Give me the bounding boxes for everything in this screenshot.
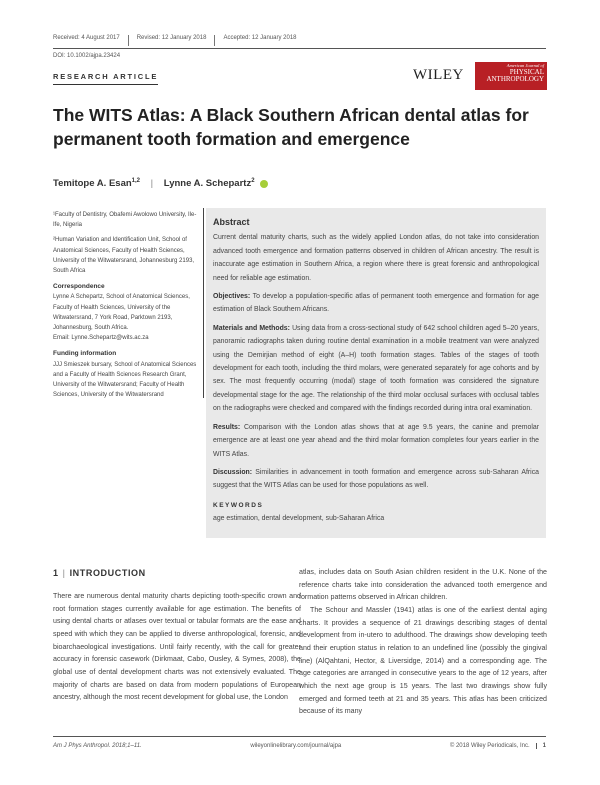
abstract-discussion — [213, 466, 539, 493]
abstract-box — [206, 208, 546, 538]
author-name: Temitope A. Esan — [53, 178, 132, 190]
abstract-methods — [213, 322, 539, 416]
section-number: 1 — [53, 568, 59, 578]
journal-logo-small: American Journal of — [506, 63, 544, 68]
correspondence-heading: Correspondence — [53, 283, 105, 291]
abstract-results — [213, 421, 539, 461]
section-text: Similarities in advancement in tooth formation and emergence across sub-Saharan Africa suggest that the WITS Atlas can be used for those populations as well. — [213, 468, 539, 490]
body-column-left — [53, 590, 301, 704]
section-label: Objectives: — [213, 293, 251, 301]
section-text: Comparison with the London atlas shows that at age 9.5 years, the canine and premolar emergence are at least one year ahead and the third molar formation completes four years earlier in the WITS Atlas. — [213, 423, 539, 458]
section-label: Discussion: — [213, 468, 253, 476]
page-number: 1 — [536, 743, 546, 749]
article-type: RESEARCH ARTICLE — [53, 72, 158, 85]
keywords-heading: KEYWORDS — [213, 501, 264, 509]
abstract-objectives — [213, 290, 539, 317]
section-text: To develop a population-specific atlas of permanent tooth emergence and formation for age estimation of Black Southern Africans. — [213, 293, 539, 314]
paper-title: The WITS Atlas: A Black Southern African dental atlas for permanent tooth formation and emergence — [53, 105, 529, 149]
keywords: age estimation, dental development, sub-Saharan Africa — [213, 515, 385, 523]
copyright: © 2018 Wiley Periodicals, Inc. — [449, 743, 530, 749]
received-date: Received: 4 August 2017 — [53, 35, 129, 46]
section-text: Using data from a cross-sectional study of 642 school children aged 5–20 years, panoramic radiographs taken during routine dental examination in a mobile treatment van were analyzed using the Demirjian method of eight (A–H) tooth formation stages. Tables of the stages of tooth development for each tooth, including the third molars, were generated separately for age cohorts and by sex. The most frequently occurring (modal) stage of tooth formation was considered the signature developmental stage for the age. The relationship of the third molar occlusal surfaces with occlusal tables on the radiographs were checked and compared with the findings recorded during intra oral examination. — [213, 324, 540, 413]
author-info-column — [53, 210, 203, 405]
funding-heading: Funding information — [53, 350, 117, 358]
paragraph: The Schour and Massler (1941) atlas is one of the earliest dental aging charts. It provides a sequence of 21 drawings describing stages of dental development from in-utero to adulthood. The drawings show developing teeth and their eruption status in relation to an undefined line (possibly the gingival line) (AlQahtani, Hector, & Liversidge, 2014) and a corresponding age. The age categories are arranged in consecutive years to the age of 12 years, after which the next age group is 15 years. The last two drawings show fully emerged and formed teeth at 21 and 35 years. This atlas has been criticized because of its many — [299, 605, 547, 716]
author-separator: | — [150, 178, 154, 190]
section-title: INTRODUCTION — [69, 568, 146, 578]
paragraph: There are numerous dental maturity charts depicting tooth-specific crown and root formation stages currently available for age estimation. The benefits of using dental charts or atlases over textual or tabular formats are the ease and speed with which they can be applied to diverse anthropological, forensic, and bioarchaeological investigations. Until fairly recently, with the call for greater accuracy in forensic casework (Dirkmaat, Cabo, Ousley, & Symes, 2008), the global use of dental development charts was not extensively evaluated. The majority of charts are based on data from modern populations of European ancestry, although the most recent development for global use, the London — [53, 592, 301, 702]
author-list — [53, 178, 268, 189]
journal-logo — [475, 62, 547, 90]
funding-text: JJJ Smieszek bursary, School of Anatomical Sciences and a Faculty of Health Sciences Research Grant, University of the Witwatersrand; Faculty of Health Sciences, University of the Witwatersrand — [53, 361, 197, 399]
correspondence-text: Lynne A Schepartz, School of Anatomical Sciences, Faculty of Health Sciences, University of the Witwatersrand, 7 York Road, Parktown 2193, Johannesburg, South Africa. — [53, 294, 190, 332]
citation: Am J Phys Anthropol. 2018;1–11. — [53, 743, 142, 749]
abstract-intro: Current dental maturity charts, such as the widely applied London atlas, do not take into consideration advanced tooth emergence and formation patterns observed in children of African ancestry. The result is inaccurate age estimation in Southern Africa, a region where there is great forensic and anthropological need for reliable age estimation. — [213, 234, 539, 282]
abstract-heading: Abstract — [213, 217, 250, 227]
paragraph: atlas, includes data on South Asian children resident in the U.K. None of the reference charts take into consideration the advanced tooth emergence and formation patterns observed in African children. — [299, 568, 547, 602]
author-name: Lynne A. Schepartz — [163, 178, 252, 190]
body-column-right — [299, 566, 547, 718]
revised-date: Revised: 12 January 2018 — [137, 35, 216, 46]
orcid-icon[interactable] — [260, 180, 268, 188]
affiliation: ¹Faculty of Dentistry, Obafemi Awolowo University, Ile-Ife, Nigeria — [53, 212, 197, 229]
publisher-logo: WILEY — [413, 67, 464, 83]
author-affil: 2 — [251, 178, 255, 184]
article-dates — [53, 35, 546, 49]
doi[interactable]: DOI: 10.1002/ajpa.23424 — [53, 53, 121, 59]
journal-url[interactable]: wileyonlinelibrary.com/journal/ajpa — [250, 743, 342, 749]
journal-logo-line2: ANTHROPOLOGY — [486, 74, 544, 83]
correspondence-email[interactable]: Email: Lynne.Schepartz@wits.ac.za — [53, 335, 149, 342]
affiliation: ²Human Variation and Identification Unit, School of Anatomical Sciences, Faculty of Health Sciences, University of the Witwatersrand, Johannesburg 2193, South Africa — [53, 237, 195, 275]
section-label: Results: — [213, 423, 241, 431]
journal-logo-line1: PHYSICAL — [509, 67, 544, 76]
section-heading-introduction: 1 | INTRODUCTION — [53, 568, 146, 578]
section-label: Materials and Methods: — [213, 324, 290, 332]
column-divider — [203, 208, 204, 398]
accepted-date: Accepted: 12 January 2018 — [223, 35, 297, 41]
author-affil: 1,2 — [131, 178, 140, 184]
page-footer — [53, 736, 546, 749]
